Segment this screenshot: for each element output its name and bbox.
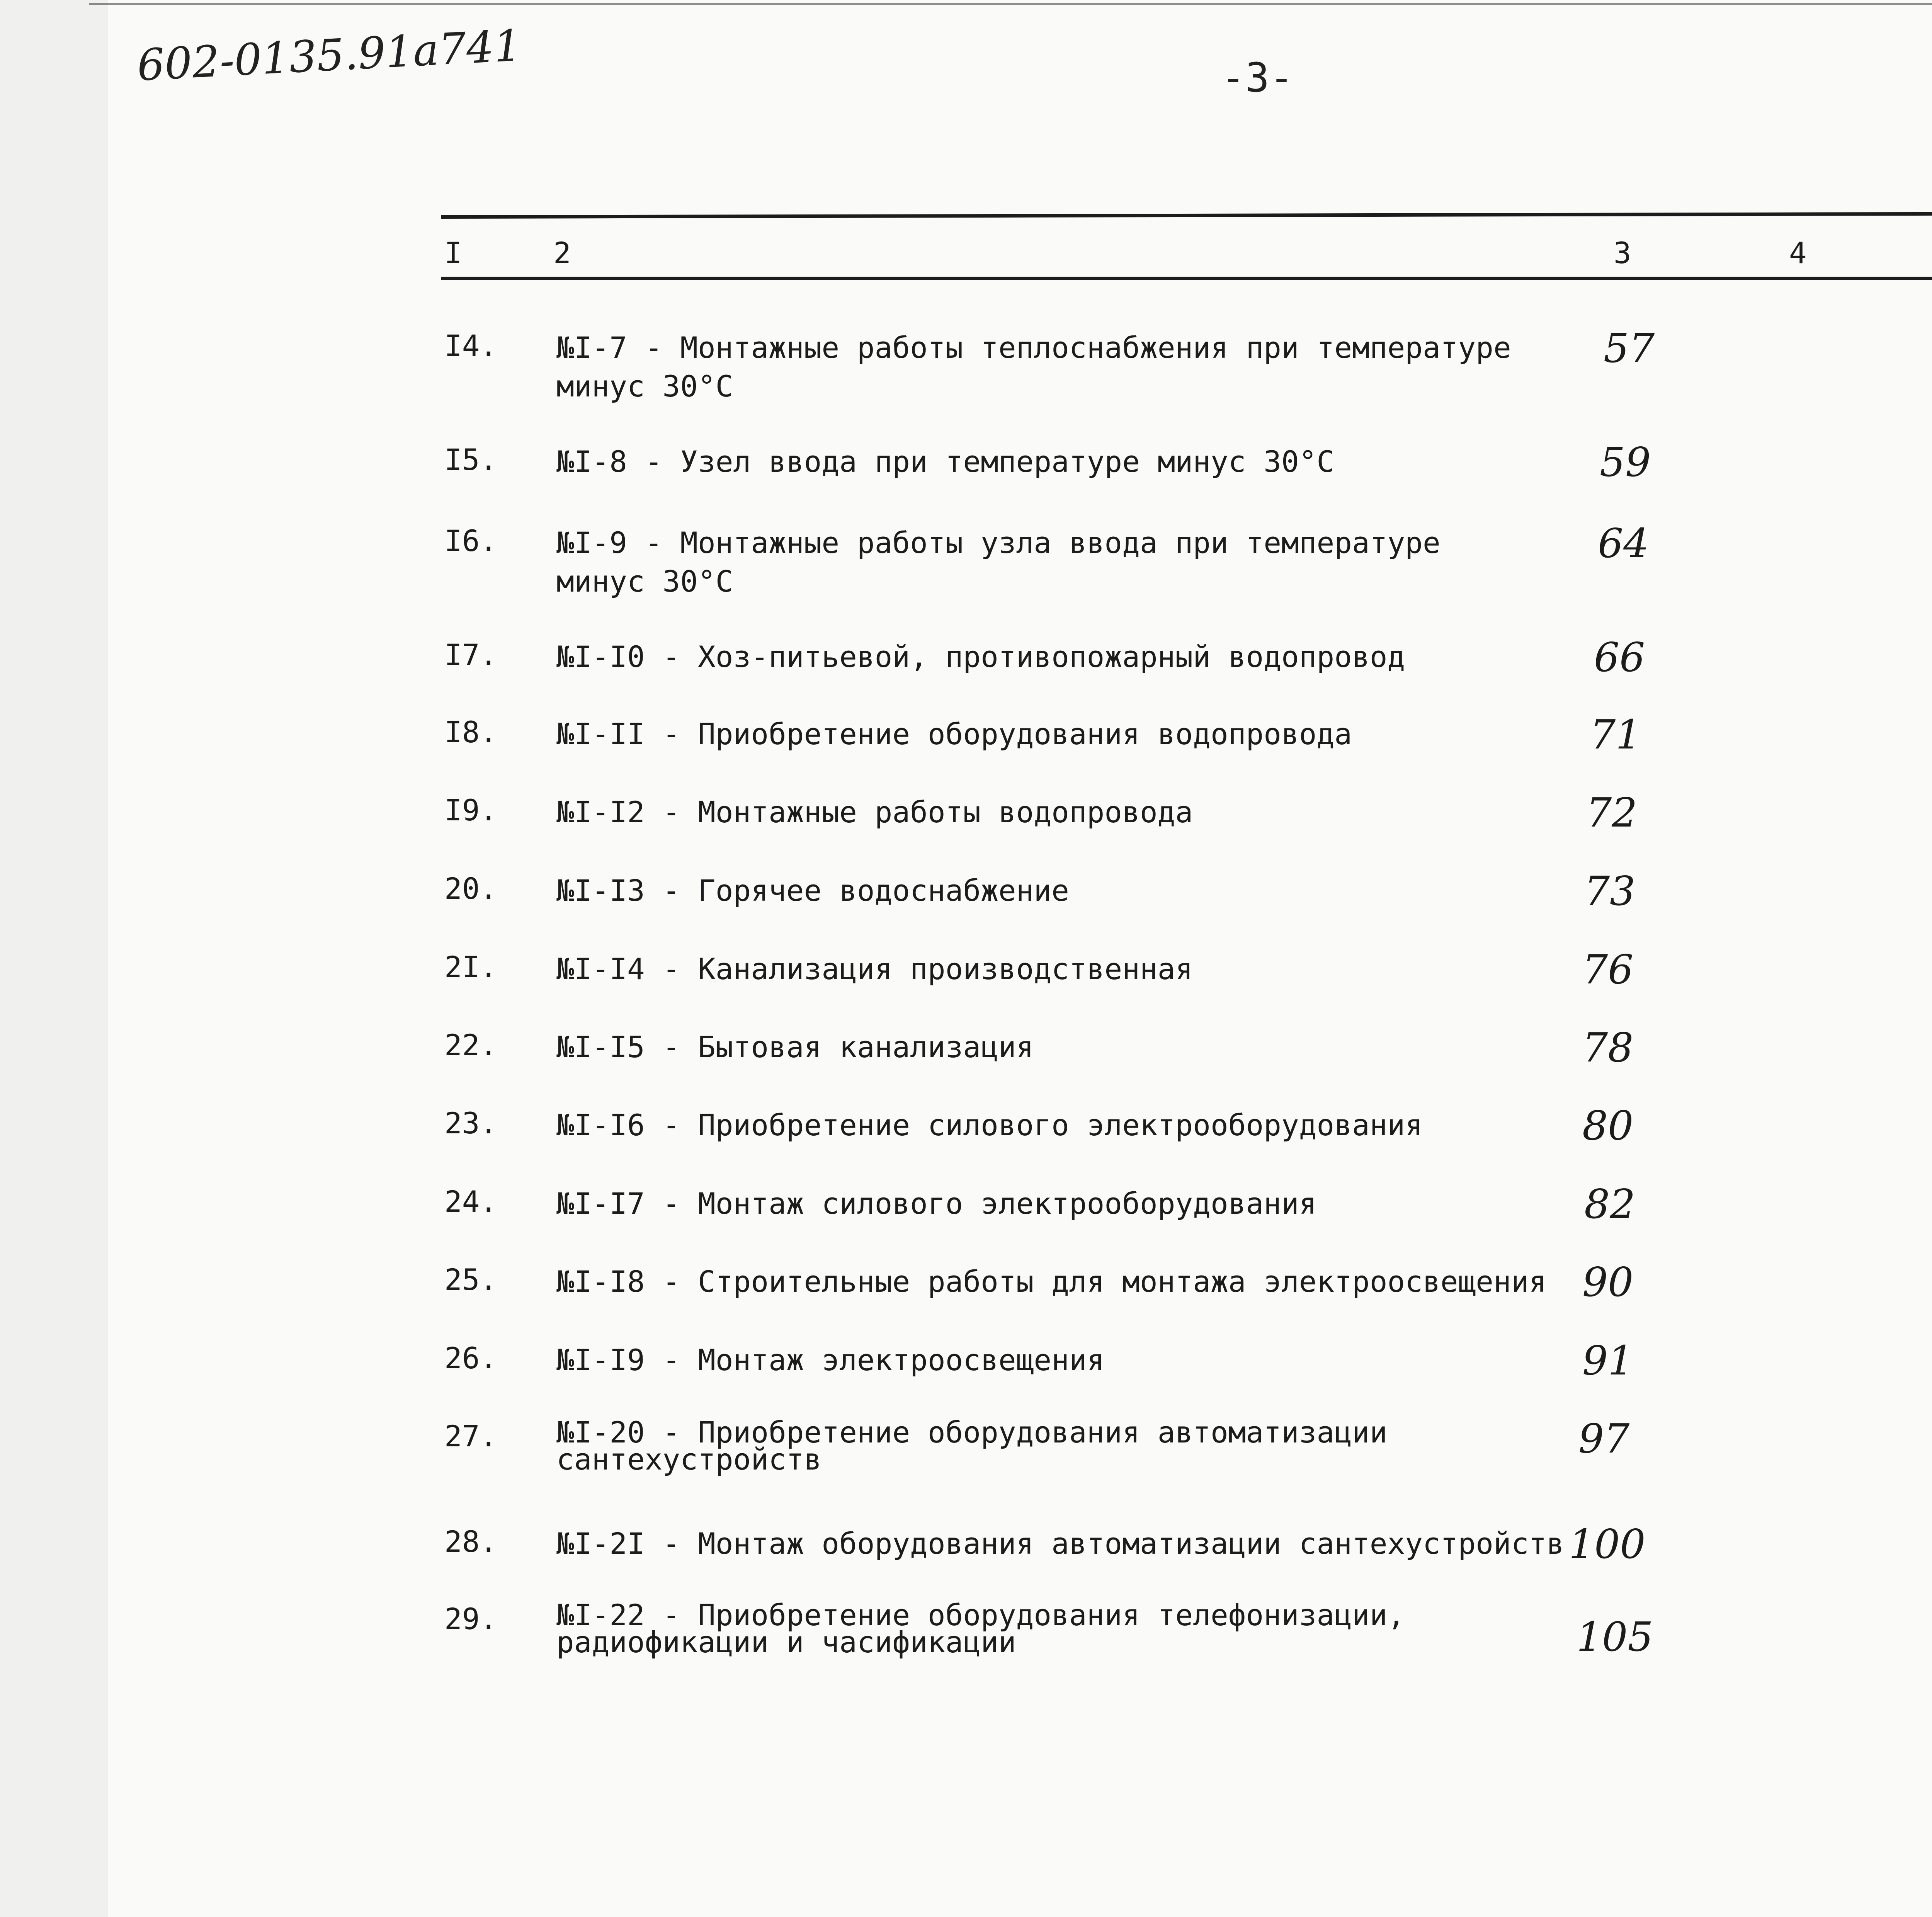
- row-page: 100: [1569, 1521, 1646, 1568]
- row-page: 105: [1577, 1613, 1653, 1660]
- column-header-3: 3: [1614, 236, 1631, 270]
- row-title: №I-20 - Приобретение оборудования автоматизации сантехустройств: [556, 1415, 1388, 1476]
- scan-margin: [0, 0, 108, 1917]
- row-title: №I-I2 - Монтажные работы водопровода: [556, 795, 1193, 829]
- row-number: I5.: [444, 442, 498, 477]
- row-page: 90: [1582, 1259, 1634, 1306]
- row-page: 97: [1578, 1415, 1630, 1462]
- row-number: I7.: [444, 638, 498, 672]
- handwritten-doc-code: 602-0135.91a741: [136, 20, 523, 91]
- column-header-1: I: [444, 236, 462, 270]
- row-page: 82: [1584, 1180, 1636, 1228]
- row-number: 25.: [444, 1262, 498, 1297]
- row-title: №I-I3 - Горячее водоснабжение: [556, 873, 1069, 908]
- row-page: 57: [1604, 325, 1655, 372]
- row-number: I4.: [444, 328, 498, 363]
- row-page: 80: [1582, 1102, 1634, 1149]
- row-number: I6.: [444, 524, 498, 558]
- row-title: №I-2I - Монтаж оборудования автоматизации сантехустройств: [556, 1526, 1565, 1561]
- column-header-4: 4: [1789, 236, 1807, 270]
- row-number: 2I.: [444, 950, 498, 984]
- row-number: 27.: [444, 1419, 498, 1453]
- row-page: 71: [1590, 711, 1641, 758]
- row-number: I9.: [444, 793, 498, 827]
- row-title: №I-22 - Приобретение оборудования телефонизации, радиофикации и часификации: [556, 1598, 1405, 1659]
- table-top-rule: [441, 211, 1932, 219]
- row-number: 28.: [444, 1524, 498, 1559]
- row-page: 66: [1594, 634, 1645, 681]
- row-title: №I-I8 - Строительные работы для монтажа электроосвещения: [556, 1264, 1547, 1299]
- row-page: 76: [1582, 946, 1634, 993]
- column-header-2: 2: [553, 236, 571, 270]
- row-page: 64: [1598, 520, 1649, 567]
- row-number: 26.: [444, 1341, 498, 1375]
- row-page: 73: [1584, 867, 1636, 915]
- row-page: 91: [1582, 1337, 1634, 1384]
- row-page: 78: [1582, 1024, 1634, 1071]
- row-title: №I-9 - Монтажные работы узла ввода при температуре минус 30°С: [556, 526, 1440, 599]
- row-title: №I-I7 - Монтаж силового электрооборудования: [556, 1186, 1317, 1221]
- row-number: 22.: [444, 1028, 498, 1062]
- row-title: №I-I4 - Канализация производственная: [556, 952, 1193, 986]
- page-number: -3-: [1221, 54, 1294, 101]
- scan-edge-top: [89, 3, 1932, 5]
- row-title: №I-I6 - Приобретение силового электрооборудования: [556, 1108, 1423, 1142]
- row-title: №I-I0 - Хоз-питьевой, противопожарный водопровод: [556, 640, 1405, 674]
- row-title: №I-I5 - Бытовая канализация: [556, 1030, 1034, 1064]
- table-header-rule: [441, 277, 1932, 280]
- row-number: 29.: [444, 1602, 498, 1636]
- row-page: 72: [1586, 789, 1638, 836]
- row-title: №I-7 - Монтажные работы теплоснабжения при температуре минус 30°С: [556, 330, 1511, 403]
- row-number: 23.: [444, 1106, 498, 1140]
- row-page: 59: [1600, 439, 1651, 486]
- row-number: 20.: [444, 871, 498, 906]
- row-title: №I-I9 - Монтаж электроосвещения: [556, 1343, 1105, 1377]
- row-number: 24.: [444, 1184, 498, 1219]
- row-number: I8.: [444, 715, 498, 749]
- row-title: №I-II - Приобретение оборудования водопровода: [556, 717, 1352, 751]
- row-title: №I-8 - Узел ввода при температуре минус 30°С: [556, 444, 1335, 479]
